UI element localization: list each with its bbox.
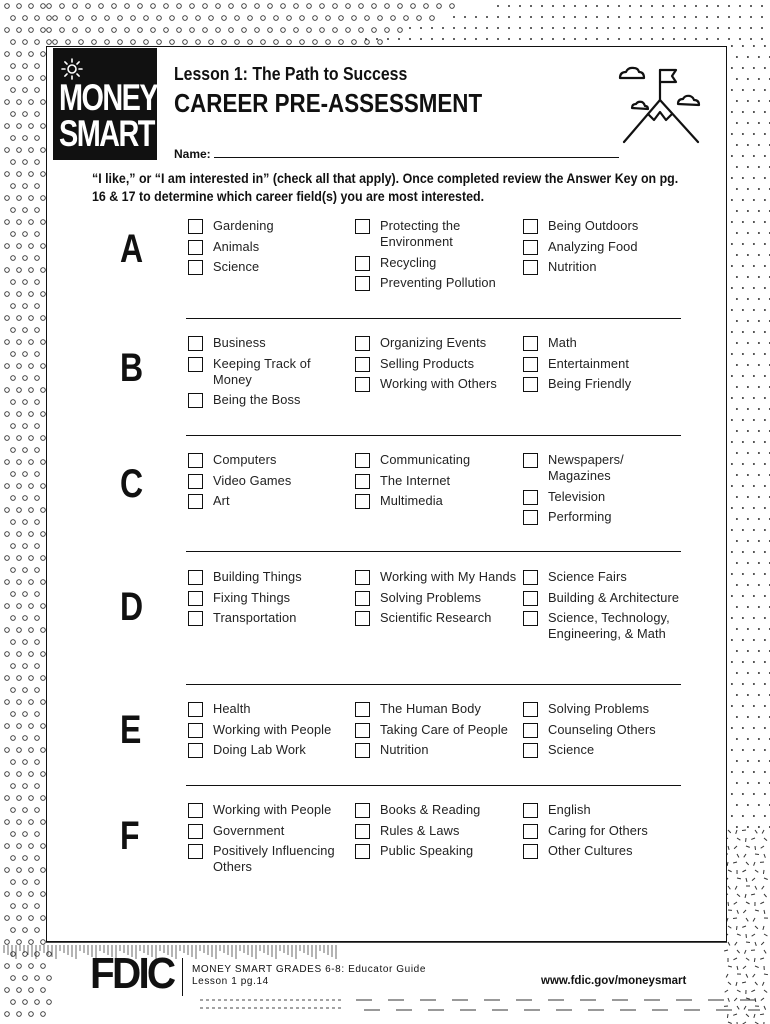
checklist-label: Building Things bbox=[213, 569, 302, 584]
checkbox[interactable] bbox=[523, 611, 538, 626]
footer-rule bbox=[46, 941, 727, 949]
checklist-label: Science, Technology, Engineering, & Math bbox=[548, 610, 670, 641]
checklist-label: English bbox=[548, 802, 591, 817]
footer-dash-pattern bbox=[350, 996, 760, 1016]
checkbox[interactable] bbox=[355, 357, 370, 372]
mountain-flag-icon bbox=[618, 62, 704, 146]
logo-smart-text: SMART bbox=[59, 113, 154, 154]
checklist-label: Entertainment bbox=[548, 355, 629, 371]
section-letter-f: F bbox=[120, 814, 140, 858]
checklist-item[interactable] bbox=[188, 356, 351, 388]
checklist-item[interactable] bbox=[188, 569, 351, 585]
checklist-item[interactable] bbox=[355, 493, 518, 509]
checklist-item[interactable] bbox=[355, 742, 518, 758]
checklist-item[interactable] bbox=[188, 742, 351, 758]
checkbox[interactable] bbox=[188, 611, 203, 626]
section-letter-a: A bbox=[120, 227, 144, 271]
checkbox[interactable] bbox=[523, 702, 538, 717]
checkbox[interactable] bbox=[188, 260, 203, 275]
footer-guide-title: MONEY SMART GRADES 6-8: Educator Guide bbox=[192, 964, 426, 975]
checkbox[interactable] bbox=[355, 474, 370, 489]
checklist-label: Animals bbox=[213, 238, 260, 254]
checklist-label: Working with Others bbox=[380, 376, 497, 391]
checklist-item[interactable] bbox=[355, 610, 518, 626]
checkbox[interactable] bbox=[188, 219, 203, 234]
checklist-item[interactable] bbox=[523, 742, 686, 758]
checkbox[interactable] bbox=[188, 803, 203, 818]
checkbox[interactable] bbox=[523, 723, 538, 738]
checklist-item[interactable] bbox=[188, 335, 351, 351]
checkbox[interactable] bbox=[188, 723, 203, 738]
section-letter-d: D bbox=[120, 585, 144, 629]
checklist-label: Science bbox=[213, 259, 260, 274]
checklist-item[interactable] bbox=[355, 701, 518, 717]
instructions-text: “I like,” or “I am interested in” (check all that apply). Once completed review the Answer Key on pg. 16 & 17 to determine which career field(s) you are most interested. bbox=[92, 171, 679, 204]
section-divider bbox=[186, 551, 681, 552]
checklist-item[interactable] bbox=[355, 843, 518, 859]
checkbox[interactable] bbox=[523, 453, 538, 468]
checkbox[interactable] bbox=[188, 702, 203, 717]
checklist-item[interactable] bbox=[355, 590, 518, 606]
checklist-label: Being the Boss bbox=[213, 392, 301, 407]
checkbox[interactable] bbox=[188, 357, 203, 372]
checklist-label: Being Outdoors bbox=[548, 218, 639, 233]
checklist-item[interactable] bbox=[523, 509, 686, 525]
checklist-item[interactable] bbox=[188, 218, 351, 234]
checklist-item[interactable] bbox=[355, 473, 518, 489]
checklist-label: Newspapers/ Magazines bbox=[548, 452, 624, 483]
checklist-item[interactable] bbox=[523, 590, 686, 606]
checklist-item[interactable] bbox=[355, 218, 518, 250]
checklist-item[interactable] bbox=[188, 239, 351, 255]
checkbox[interactable] bbox=[523, 377, 538, 392]
checklist-label: Doing Lab Work bbox=[213, 742, 306, 757]
checklist-item[interactable] bbox=[523, 843, 686, 859]
checklist-label: Math bbox=[548, 335, 577, 350]
checklist-label: Solving Problems bbox=[380, 589, 482, 605]
checkbox[interactable] bbox=[355, 702, 370, 717]
checklist-item[interactable] bbox=[188, 823, 351, 839]
checkbox[interactable] bbox=[355, 256, 370, 271]
checklist-label: Science bbox=[548, 742, 595, 757]
checklist-item[interactable] bbox=[523, 376, 686, 392]
checkbox[interactable] bbox=[188, 494, 203, 509]
checkbox[interactable] bbox=[523, 490, 538, 505]
checklist-label: Counseling Others bbox=[548, 721, 656, 737]
checklist-label: Recycling bbox=[380, 254, 437, 270]
checkbox[interactable] bbox=[355, 377, 370, 392]
checklist-label: Communicating bbox=[380, 452, 471, 467]
checklist-item[interactable] bbox=[355, 823, 518, 839]
checklist-label: Books & Reading bbox=[380, 802, 481, 817]
checklist-label: Solving Problems bbox=[548, 701, 650, 716]
checkbox[interactable] bbox=[355, 844, 370, 859]
checklist-label: Business bbox=[213, 335, 266, 350]
checklist-item[interactable] bbox=[188, 452, 351, 468]
checkbox[interactable] bbox=[523, 570, 538, 585]
checklist-label: Fixing Things bbox=[213, 589, 291, 605]
footer-url[interactable]: www.fdic.gov/moneysmart bbox=[541, 975, 687, 987]
checkbox[interactable] bbox=[188, 336, 203, 351]
checkbox[interactable] bbox=[355, 276, 370, 291]
name-label: Name: bbox=[174, 147, 211, 161]
checklist-item[interactable] bbox=[188, 802, 351, 818]
checklist-label: Scientific Research bbox=[380, 610, 492, 625]
checklist-label: Taking Care of People bbox=[380, 721, 509, 737]
checklist-item[interactable] bbox=[188, 843, 351, 875]
checkbox[interactable] bbox=[188, 240, 203, 255]
checklist-label: Government bbox=[213, 822, 285, 838]
checklist-label: Keeping Track of Money bbox=[213, 355, 311, 387]
logo-money-text: MONEY bbox=[59, 77, 158, 118]
checklist-item[interactable] bbox=[355, 722, 518, 738]
section-letter-c: C bbox=[120, 462, 144, 506]
checkbox[interactable] bbox=[355, 723, 370, 738]
checklist-label: Caring for Others bbox=[548, 822, 648, 838]
checklist-item[interactable] bbox=[188, 392, 351, 408]
checklist-label: Protecting the Environment bbox=[380, 218, 461, 249]
checklist-item[interactable] bbox=[355, 335, 518, 351]
checklist-item[interactable] bbox=[188, 610, 351, 626]
checklist-item[interactable] bbox=[355, 376, 518, 392]
fdic-logo: FDIC bbox=[90, 949, 174, 998]
checkbox[interactable] bbox=[523, 510, 538, 525]
checklist-item[interactable] bbox=[355, 356, 518, 372]
checklist-item[interactable] bbox=[523, 259, 686, 275]
checkbox[interactable] bbox=[188, 591, 203, 606]
checklist-item[interactable] bbox=[523, 701, 686, 717]
section-letter-e: E bbox=[120, 708, 142, 752]
checkbox[interactable] bbox=[523, 743, 538, 758]
checklist-label: Science Fairs bbox=[548, 569, 627, 584]
checklist-item[interactable] bbox=[523, 356, 686, 372]
checklist-item[interactable] bbox=[523, 452, 686, 484]
money-smart-logo bbox=[53, 48, 157, 160]
checklist-item[interactable] bbox=[355, 255, 518, 271]
checklist-item[interactable] bbox=[523, 722, 686, 738]
checklist-item[interactable] bbox=[523, 489, 686, 505]
checklist-label: Rules & Laws bbox=[380, 822, 460, 838]
checklist-label: Nutrition bbox=[380, 742, 429, 757]
page-title: CAREER PRE-ASSESSMENT bbox=[174, 88, 483, 118]
lesson-title: Lesson 1: The Path to Success bbox=[174, 64, 408, 84]
section-letter-b: B bbox=[120, 346, 144, 390]
checklist-item[interactable] bbox=[523, 335, 686, 351]
footer-page-number: Lesson 1 pg.14 bbox=[192, 976, 269, 987]
checklist-item[interactable] bbox=[355, 275, 518, 291]
checklist-item[interactable] bbox=[188, 493, 351, 509]
checklist-label: Organizing Events bbox=[380, 335, 487, 350]
checkbox[interactable] bbox=[523, 260, 538, 275]
checklist-item[interactable] bbox=[523, 569, 686, 585]
checklist-label: Working with People bbox=[213, 721, 332, 737]
checklist-item[interactable] bbox=[523, 218, 686, 234]
checklist-item[interactable] bbox=[188, 701, 351, 717]
checkbox[interactable] bbox=[523, 844, 538, 859]
checklist-label: The Human Body bbox=[380, 701, 481, 716]
checklist-item[interactable] bbox=[523, 239, 686, 255]
checklist-label: Positively Influencing Others bbox=[213, 843, 335, 874]
checkbox[interactable] bbox=[188, 453, 203, 468]
checklist-label: Art bbox=[213, 493, 230, 508]
checklist-label: Other Cultures bbox=[548, 843, 633, 858]
checkbox[interactable] bbox=[523, 591, 538, 606]
checklist-item[interactable] bbox=[188, 590, 351, 606]
checkbox[interactable] bbox=[355, 591, 370, 606]
checkbox[interactable] bbox=[188, 570, 203, 585]
checklist-label: Nutrition bbox=[548, 259, 597, 274]
checkbox[interactable] bbox=[188, 474, 203, 489]
checklist-label: The Internet bbox=[380, 472, 451, 488]
checklist-item[interactable] bbox=[523, 610, 686, 642]
checklist-label: Gardening bbox=[213, 218, 274, 233]
checkbox[interactable] bbox=[188, 743, 203, 758]
checklist-label: Multimedia bbox=[380, 493, 443, 508]
checkbox[interactable] bbox=[355, 611, 370, 626]
checklist-label: Performing bbox=[548, 509, 612, 524]
checkbox[interactable] bbox=[188, 824, 203, 839]
checklist-label: Television bbox=[548, 488, 606, 504]
checkbox[interactable] bbox=[188, 844, 203, 859]
checklist-label: Analyzing Food bbox=[548, 238, 638, 254]
checkbox[interactable] bbox=[188, 393, 203, 408]
checklist-item[interactable] bbox=[355, 802, 518, 818]
name-field[interactable] bbox=[214, 157, 619, 158]
checklist-label: Computers bbox=[213, 452, 277, 467]
checkbox[interactable] bbox=[523, 219, 538, 234]
section-divider bbox=[186, 785, 681, 786]
section-divider bbox=[186, 684, 681, 685]
checklist-item[interactable] bbox=[188, 473, 351, 489]
checkbox[interactable] bbox=[355, 570, 370, 585]
checkbox[interactable] bbox=[523, 240, 538, 255]
section-divider bbox=[186, 318, 681, 319]
checkbox[interactable] bbox=[355, 803, 370, 818]
checkbox[interactable] bbox=[523, 803, 538, 818]
checkbox[interactable] bbox=[523, 357, 538, 372]
checkbox[interactable] bbox=[523, 336, 538, 351]
checkbox[interactable] bbox=[523, 824, 538, 839]
checkbox[interactable] bbox=[355, 219, 370, 234]
checkbox[interactable] bbox=[355, 824, 370, 839]
checkbox[interactable] bbox=[355, 453, 370, 468]
checklist-item[interactable] bbox=[523, 823, 686, 839]
checkbox[interactable] bbox=[355, 743, 370, 758]
checklist-item[interactable] bbox=[355, 452, 518, 468]
checklist-item[interactable] bbox=[523, 802, 686, 818]
checklist-item[interactable] bbox=[188, 259, 351, 275]
checkbox[interactable] bbox=[355, 336, 370, 351]
checklist-item[interactable] bbox=[355, 569, 518, 585]
checklist-label: Working with My Hands bbox=[380, 569, 517, 584]
checklist-label: Transportation bbox=[213, 610, 297, 625]
checklist-item[interactable] bbox=[188, 722, 351, 738]
footer-separator bbox=[182, 958, 183, 996]
checklist-label: Working with People bbox=[213, 802, 332, 817]
checklist-label: Health bbox=[213, 701, 251, 716]
checklist-label: Being Friendly bbox=[548, 376, 632, 391]
checklist-label: Public Speaking bbox=[380, 843, 474, 858]
checkbox[interactable] bbox=[355, 494, 370, 509]
checklist-label: Video Games bbox=[213, 472, 292, 488]
checklist-label: Preventing Pollution bbox=[380, 275, 496, 290]
checklist-label: Selling Products bbox=[380, 355, 475, 371]
checklist-label: Building & Architecture bbox=[548, 589, 680, 605]
section-divider bbox=[186, 435, 681, 436]
